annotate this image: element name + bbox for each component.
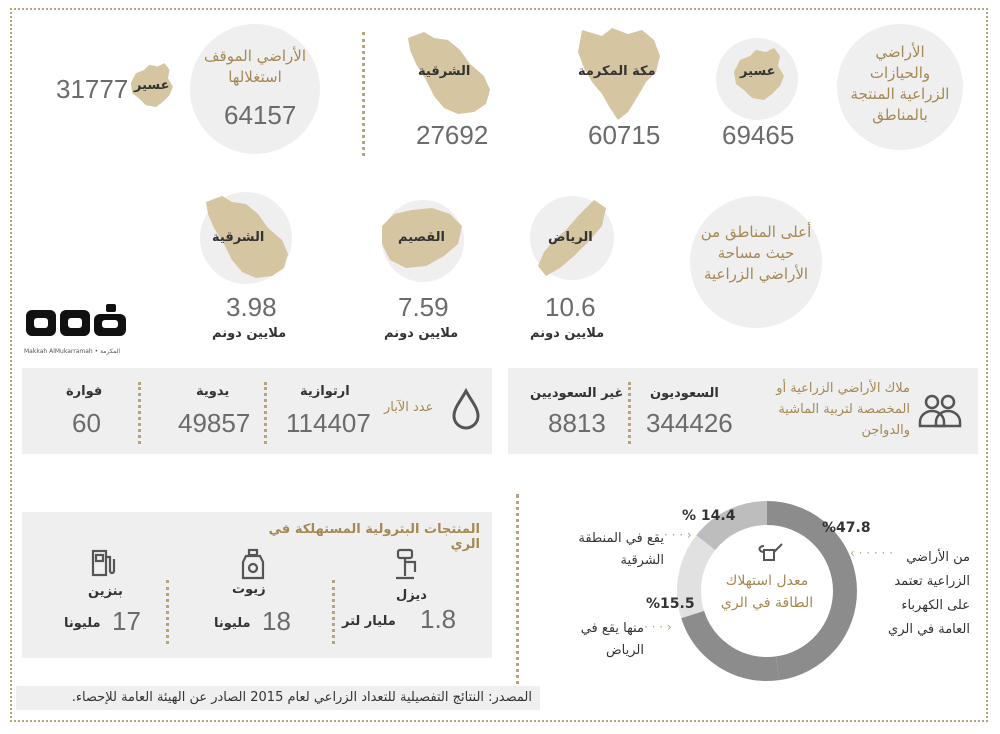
region-label-riyadh: الرياض — [548, 230, 593, 245]
arrow-right-icon: · · · › — [664, 528, 692, 542]
region-value-qassim: 7.59 — [398, 292, 449, 322]
petroleum-number-diesel: 1.8 — [420, 604, 457, 634]
diesel-pump-icon — [392, 548, 420, 582]
region-label-sharqiya: الشرقية — [418, 64, 471, 79]
unit-riyadh: ملايين دونم — [530, 326, 605, 341]
petroleum-label-oil: زيوت — [232, 582, 266, 597]
logo-caption: Makkah AlMukarramah • المكرمة — [24, 348, 121, 355]
region-label-qassim: القصيم — [398, 230, 446, 245]
dotted-divider — [516, 494, 519, 704]
water-drop-icon — [450, 388, 482, 430]
owners-nonsaudi-label: غير السعوديين — [530, 386, 624, 401]
energy-title: معدل استهلاك الطاقة في الري — [720, 573, 814, 611]
well-value-artesian: 114407 — [286, 408, 371, 438]
region-value-riyadh: 10.6 — [545, 292, 596, 322]
energy-text-1: من الأراضي الزراعية تعتمد على الكهرباء العامة في الري — [888, 550, 970, 637]
region-value-asir: 69465 — [722, 120, 795, 150]
fuel-pump-icon — [90, 548, 116, 578]
makkah-logo — [22, 300, 132, 348]
petroleum-unit-petrol: مليونا — [64, 616, 101, 631]
region-label-makkah: مكة المكرمة — [578, 64, 656, 79]
farmlands-title: الأراضي والحيازات الزراعية المنتجة بالمناطق — [850, 43, 950, 124]
oil-can-icon — [240, 548, 266, 580]
source-note: المصدر: النتائج التفصيلية للتعداد الزراعي لعام 2015 الصادر عن الهيئة العامة للإحصاء. — [16, 686, 540, 710]
unit-qassim: ملايين دونم — [384, 326, 459, 341]
petroleum-title: المنتجات البترولية المستهلكة في الري — [268, 522, 480, 552]
watering-can-icon — [756, 540, 784, 564]
owners-title: ملاك الأراضي الزراعية أو المخصصة لتربية الماشية والدواجن — [776, 381, 910, 438]
well-label-gushing: فوارة — [66, 384, 103, 399]
dotted-divider — [138, 382, 141, 444]
owners-saudi-label: السعوديون — [650, 386, 719, 401]
dotted-divider — [628, 382, 631, 444]
region-label-sharqiya-2: الشرقية — [212, 230, 265, 245]
arrow-right-icon: · · · › — [644, 620, 672, 634]
unit-sharqiya-2: ملايين دونم — [212, 326, 287, 341]
region-value-sharqiya: 27692 — [416, 120, 489, 150]
dotted-divider — [264, 382, 267, 444]
people-group-icon — [916, 392, 964, 432]
dotted-divider — [166, 580, 169, 644]
energy-text-2: يقع في المنطقة الشرقية — [578, 531, 664, 568]
largest-area-title: أعلى المناطق من حيث مساحة الأراضي الزراعية — [700, 223, 812, 283]
energy-pct-2: % 14.4 — [682, 508, 736, 524]
idle-lands-region: عسير — [134, 78, 170, 93]
well-label-artesian: ارتوازية — [300, 384, 350, 399]
petroleum-number-oil: 18 — [262, 606, 291, 636]
well-label-manual: يدوية — [196, 384, 230, 399]
dotted-divider — [362, 32, 365, 156]
region-label-asir: عسير — [740, 64, 776, 79]
region-value-makkah: 60715 — [588, 120, 661, 150]
energy-text-3: منها يقع في الرياض — [580, 621, 644, 658]
wells-title: عدد الآبار — [384, 400, 434, 415]
owners-saudi-value: 344426 — [646, 408, 733, 438]
owners-nonsaudi-value: 8813 — [548, 408, 606, 438]
energy-pct-3: %15.5 — [646, 596, 695, 612]
dotted-divider — [332, 580, 335, 644]
petroleum-number-petrol: 17 — [112, 606, 141, 636]
petroleum-unit-oil: مليونا — [214, 616, 251, 631]
arrow-left-icon: ‹ · · · · · — [850, 546, 893, 560]
idle-lands-region-value: 31777 — [56, 74, 129, 104]
idle-lands-title: الأراضي الموقف استغلالها — [204, 47, 306, 86]
well-value-gushing: 60 — [72, 408, 101, 438]
idle-lands-value: 64157 — [224, 100, 297, 130]
petroleum-label-petrol: بنزين — [88, 584, 123, 599]
petroleum-label-diesel: ديزل — [396, 588, 427, 603]
petroleum-unit-diesel: مليار لتر — [342, 614, 396, 629]
idle-lands-circle — [190, 24, 320, 154]
energy-pct-1: %47.8 — [822, 520, 871, 536]
region-value-sharqiya-2: 3.98 — [226, 292, 277, 322]
well-value-manual: 49857 — [178, 408, 251, 438]
